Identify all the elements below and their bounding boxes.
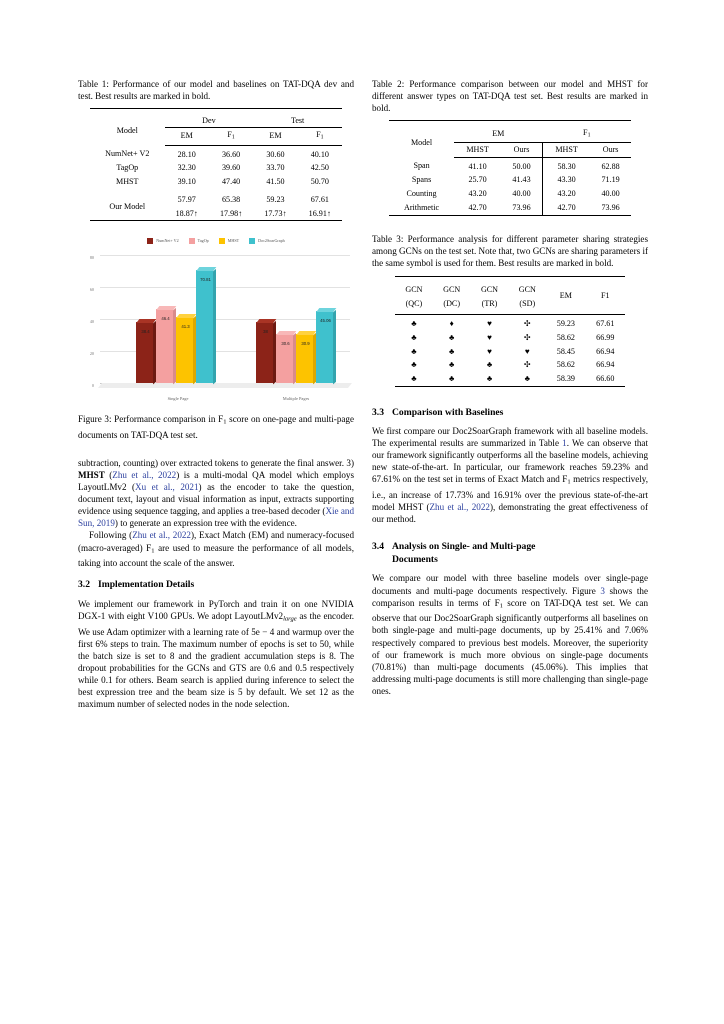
bar-multi-numnet (256, 322, 273, 383)
section-heading-3-2: 3.2 Implementation Details (78, 579, 195, 591)
chart-legend (78, 235, 354, 247)
table3-header-sd-bot: (SD) (519, 298, 536, 308)
table3-header-qc-top: GCN (405, 285, 423, 295)
figure3-chart (78, 235, 354, 407)
section-heading-3-3: 3.3 Comparison with Baselines (372, 406, 504, 418)
table2-sub-f1-ours: Ours (590, 143, 631, 158)
table3-caption: Table 3: Performance analysis for different parameter sharing strategies among GCNs on the test set. Note that, two GCNs are sharing parameters if the same symbol is used for them. Best results are marked in bold. (372, 234, 648, 269)
table3-header-tr-bot: (TR) (481, 298, 498, 308)
legend-label: NumNet+ V2 (156, 238, 179, 243)
bar-multi-mhst (296, 334, 313, 383)
suit-icon: ♣ (449, 332, 455, 342)
paragraph-baselines: subtraction, counting) over extracted tokens to generate the final answer. 3) MHST (Zhu et al., 2022) is a multi-modal QA model which employs LayoutLMv2 (Xu et al., 2021) as the encoder to take the question, document text, layout and visual information as input, extracts supporting evidence using sequence tagging, and applies a tree-based decoder (Xie and Sun, 2019) to generate an expression tree with the evidence. (78, 457, 354, 529)
table-row: ♣ ♣ ♥ ♥ 58.45 66.94 (395, 345, 625, 359)
table3-header-dc-top: GCN (443, 285, 461, 295)
paragraph-3-4: We compare our model with three baseline models over single-page documents and multi-page documents respectively. Figure 3 shows the comparison results in terms of $F_1$ score on TAT-DQA test set. We can observe that our Doc2SoarGraph significantly outperforms all baselines on both single-page and multi-page documents, up by 25.41% and 7.06% respectively compared to previous best models. Moreover, the superiority of our framework is much more obvious on single-page documents (70.81%) than multi-page documents (45.06%). This implies that addressing multi-page documents is still more challenging than single-page ones. (372, 573, 648, 696)
table2-caption: Table 2: Performance comparison between our model and MHST for different answer types on TAT-DQA test set. Best results are marked in bold. (372, 79, 648, 114)
ytick-40: 40 (89, 319, 94, 325)
table3-header-f1: F1 (601, 290, 610, 300)
table1 (78, 108, 354, 227)
legend-label: TagOp (197, 238, 209, 243)
table1-caption: Table 1: Performance of our model and baselines on TAT-DQA dev and test. Best results are marked in bold. (78, 79, 354, 102)
bar-value: 38.4 (141, 329, 150, 335)
table2 (372, 120, 648, 221)
suit-icon: ♣ (411, 360, 417, 370)
legend-swatch-numnet (147, 238, 153, 244)
legend-item (147, 235, 178, 247)
ytick-0: 0 (91, 383, 94, 389)
table2-group-f1: $F_1$ (543, 126, 631, 143)
bar-single-tagop (156, 309, 173, 383)
table-row: ♣ ♣ ♥ ✣ 58.62 66.99 (395, 331, 625, 345)
table3-header-tr-top: GCN (480, 285, 499, 295)
table-row: ♣ ♣ ♣ ♣ 58.39 66.60 (395, 372, 625, 386)
table3 (372, 276, 648, 393)
suit-icon: ♣ (411, 346, 417, 356)
bar-single-doc2soargraph (196, 270, 213, 383)
bar-single-mhst (176, 317, 193, 383)
suit-icon: ♣ (411, 319, 417, 329)
suit-icon: ♣ (449, 346, 455, 356)
table3-header-qc-bot: (QC) (405, 298, 423, 308)
legend-swatch-mhst (219, 238, 225, 244)
legend-item (219, 235, 239, 247)
table-row: Span 41.10 50.00 58.30 62.88 (389, 157, 631, 173)
paragraph-following: Following (Zhu et al., 2022), Exact Match (EM) and numeracy-focused (macro-averaged) $F_1$ are used to measure the performance of all models, taking into account the scale of the answer. (78, 530, 354, 569)
table1-sub-dev-em: EM (165, 128, 209, 145)
bar-value: 38 (263, 329, 268, 335)
table2-sub-em-ours: Ours (501, 143, 542, 158)
table-row: NumNet+ V2 28.10 36.60 30.60 40.10 (105, 149, 329, 159)
table-row: Spans 25.70 41.43 43.30 71.19 (389, 174, 631, 188)
bar-value: 70.81 (200, 277, 211, 283)
bar-multi-tagop (276, 334, 293, 383)
table1-group-dev: Dev (165, 114, 254, 128)
table1-sub-dev-f1: $F_1$ (209, 128, 253, 145)
suit-icon: ♥ (524, 346, 530, 356)
table-row: TagOp 32.30 39.60 33.70 42.50 (116, 163, 329, 173)
ytick-20: 20 (89, 351, 94, 357)
table1-group-test: Test (253, 114, 342, 128)
table-row: Arithmetic 42.70 73.96 42.70 73.96 (389, 201, 631, 215)
bar-multi-doc2soargraph (316, 311, 333, 383)
ytick-80: 80 (89, 255, 94, 261)
suit-icon: ✣ (523, 332, 531, 342)
table1-header-model: Model (116, 125, 138, 135)
table3-header-dc-bot: (DC) (443, 298, 461, 308)
table-row-deltas: 18.87↑ 17.98↑ 17.73↑ 16.91↑ (175, 208, 331, 218)
left-column (78, 78, 354, 710)
suit-icon: ♥ (487, 319, 492, 329)
suit-icon: ♣ (411, 332, 417, 342)
suit-icon: ♥ (487, 346, 492, 356)
table2-sub-em-mhst: MHST (454, 143, 501, 158)
suit-icon: ♣ (486, 374, 493, 384)
suit-icon: ✣ (523, 360, 531, 370)
paragraph-3-3: We first compare our Doc2SoarGraph framework with all baseline models. The experimental results are summarized in Table 1. We can observe that our framework significantly outperforms all the baseline models, achieving new state-of-the-art. In particular, our framework reaches 59.23% and 67.61% on the test set in terms of Exact Match and $F_1$ metrics respectively, i.e., an increase of 17.73% and 16.91% over the previous state-of-the-art model MHST (Zhu et al., 2022), demonstrating the great effectiveness of our method. (372, 426, 648, 525)
table-row: ♣ ♣ ♣ ✣ 58.62 66.94 (395, 359, 625, 373)
legend-swatch-doc2soargraph (249, 238, 255, 244)
bar-value: 30.9 (301, 341, 310, 347)
table2-group-em: EM (454, 126, 542, 143)
suit-icon: ♣ (411, 374, 417, 384)
legend-label: MHST (227, 238, 240, 243)
bar-value: 46.4 (161, 316, 170, 322)
suit-icon: ✣ (523, 319, 531, 329)
table-row: MHST 39.10 47.40 41.50 50.70 (116, 176, 329, 186)
table2-sub-f1-mhst: MHST (543, 143, 591, 158)
table1-sub-test-f1: $F_1$ (298, 128, 342, 145)
xtick-single-page: Single Page (167, 396, 189, 402)
table-row: Counting 43.20 40.00 43.20 40.00 (389, 187, 631, 201)
table2-header-model: Model (410, 137, 433, 147)
section-heading-3-4: 3.4 Analysis on Single- and Multi-page Documents (372, 541, 536, 565)
ytick-60: 60 (89, 287, 94, 293)
legend-label: Doc2SoarGraph (258, 238, 285, 243)
chart-plot-area (78, 247, 354, 402)
suit-icon: ♣ (449, 360, 455, 370)
bar-single-numnet (136, 322, 153, 383)
suit-icon: ♣ (449, 374, 455, 384)
bar-value: 45.06 (320, 318, 331, 324)
table-row: ♣ ♦ ♥ ✣ 59.23 67.61 (395, 315, 625, 331)
table3-header-sd-top: GCN (518, 285, 536, 295)
paragraph-implementation: We implement our framework in PyTorch and train it on one NVIDIA DGX-1 with eight V100 GPUs. We adopt $LayoutLMv2_{large}$ as the encoder. We use Adam optimizer with a learning rate of 5e − 4 and warmup over the first 6% steps to train. The maximum number of epochs is set to 50, while the batch size is set to 8 and the gradient accumulation steps is 8. The dropout probabilities for the GCNs and GTS are 0.6 and 0.5 respectively while 0.1 for others. Beam search is applied during inference to select the best expression tree and the beam size is 5 by default. We set 12 as the maximum number of selected nodes in the node selection. (78, 598, 354, 710)
right-column (372, 78, 648, 697)
legend-item (189, 235, 209, 247)
bar-value: 41.3 (181, 324, 190, 330)
legend-item (249, 235, 285, 247)
suit-icon: ♦ (449, 319, 454, 329)
table1-sub-test-em: EM (253, 128, 297, 145)
table3-header-em: EM (559, 290, 572, 300)
suit-icon: ♣ (486, 360, 493, 370)
suit-icon: ♣ (524, 374, 530, 384)
bar-value: 30.6 (281, 341, 290, 347)
figure3-caption: Figure 3: Performance comparison in $F_1$ score on one-page and multi-page documents on TAT-DQA test set. (78, 414, 355, 440)
table-row-our-model: Our Model 57.97 65.38 59.23 67.61 (109, 194, 329, 211)
xtick-multiple-pages: Multiple Pages (282, 396, 310, 402)
legend-swatch-tagop (189, 238, 195, 244)
suit-icon: ♥ (487, 332, 492, 342)
